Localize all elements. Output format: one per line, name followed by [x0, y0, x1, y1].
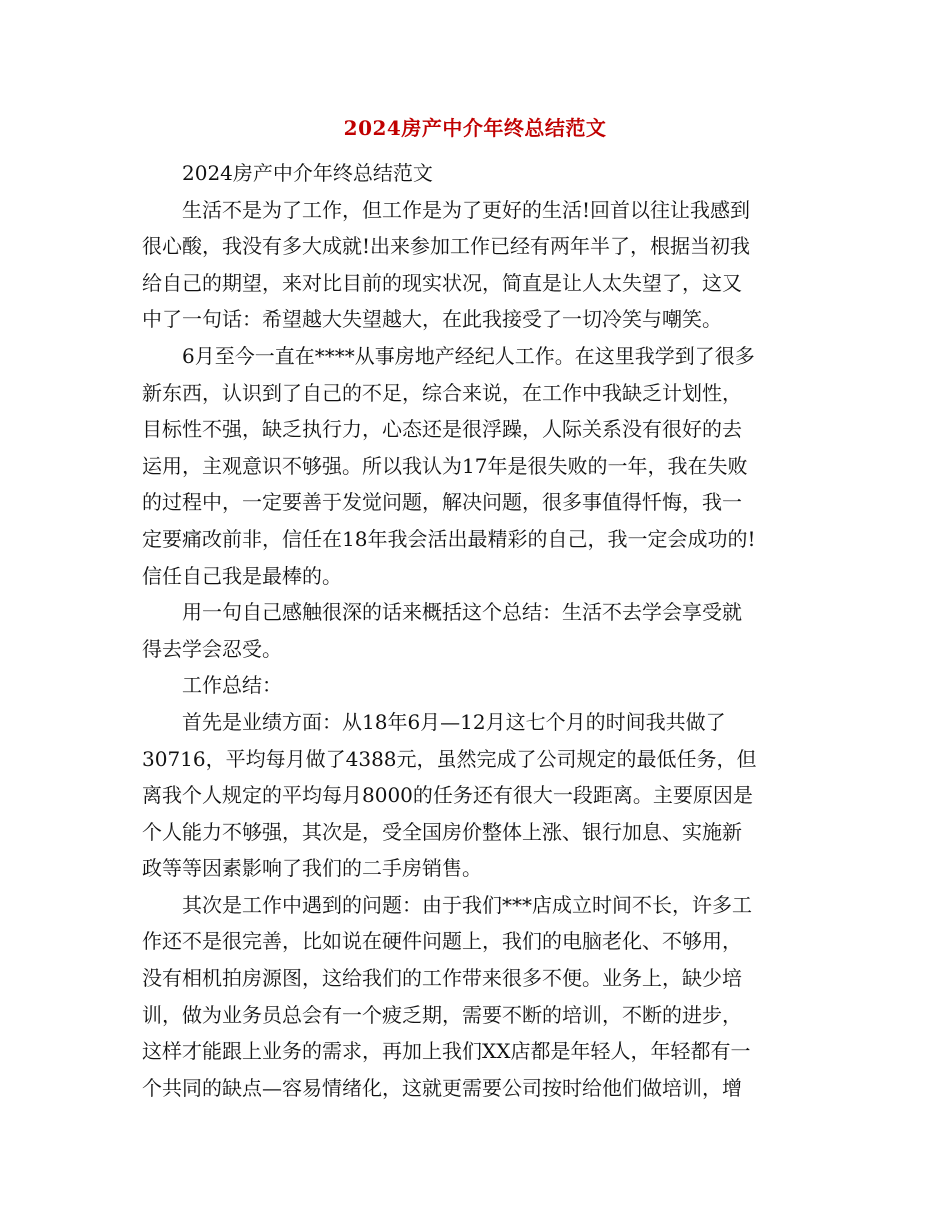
paragraph-intro [142, 192, 802, 338]
text-line: 很心酸，我没有多大成就!出来参加工作已经有两年半了，根据当初我 [142, 234, 751, 259]
text-line: 用一句自己感触很深的话来概括这个总结：生活不去学会享受就 [182, 600, 742, 625]
text-line: 给自己的期望，来对比目前的现实状况，简直是让人太失望了，这又 [142, 270, 742, 295]
text-line: 目标性不强，缺乏执行力，心态还是很浮躁，人际关系没有很好的去 [142, 417, 742, 442]
text-line: 首先是业绩方面：从18年6月—12月这七个月的时间我共做了 [182, 709, 726, 734]
text-line: 30716，平均每月做了4388元，虽然完成了公司规定的最低任务，但 [142, 746, 757, 771]
text-line: 政等等因素影响了我们的二手房销售。 [142, 856, 482, 881]
paragraph-experience [142, 338, 802, 594]
paragraph-performance [142, 704, 802, 887]
text-line: 工作总结： [182, 673, 282, 698]
document-title: 2024房产中介年终总结范文 [343, 116, 607, 140]
text-line: 这样才能跟上业务的需求，再加上我们XX店都是年轻人，年轻都有一 [142, 1039, 751, 1064]
text-line: 新东西，认识到了自己的不足，综合来说，在工作中我缺乏计划性， [142, 380, 742, 405]
paragraph-work-summary-heading [142, 667, 802, 704]
text-line: 其次是工作中遇到的问题：由于我们***店成立时间不长，许多工 [182, 892, 752, 917]
text-line: 定要痛改前非，信任在18年我会活出最精彩的自己，我一定会成功的! [142, 526, 756, 551]
text-line: 作还不是很完善，比如说在硬件问题上，我们的电脑老化、不够用， [142, 929, 742, 954]
document-body [142, 155, 802, 1106]
text-line: 个共同的缺点—容易情绪化，这就更需要公司按时给他们做培训，增 [142, 1075, 742, 1100]
text-line: 没有相机拍房源图，这给我们的工作带来很多不便。业务上，缺少培 [142, 966, 742, 991]
text-line: 的过程中，一定要善于发觉问题，解决问题，很多事值得忏悔，我一 [142, 490, 742, 515]
text-line: 6月至今一直在****从事房地产经纪人工作。在这里我学到了很多 [182, 343, 755, 368]
text-line: 运用，主观意识不够强。所以我认为17年是很失败的一年，我在失败 [142, 453, 748, 478]
text-line: 得去学会忍受。 [142, 636, 282, 661]
paragraph-subtitle [142, 155, 802, 192]
text-line: 2024房产中介年终总结范文 [182, 161, 433, 185]
text-line: 中了一句话：希望越大失望越大，在此我接受了一切冷笑与嘲笑。 [142, 307, 722, 332]
text-line: 训，做为业务员总会有一个疲乏期，需要不断的培训，不断的进步， [142, 1002, 742, 1027]
text-line: 信任自己我是最棒的。 [142, 563, 342, 588]
paragraph-problems [142, 887, 802, 1107]
text-line: 生活不是为了工作，但工作是为了更好的生活!回首以往让我感到 [182, 197, 751, 222]
text-line: 离我个人规定的平均每月8000的任务还有很大一段距离。主要原因是 [142, 783, 753, 808]
paragraph-summary-quote [142, 594, 802, 667]
text-line: 个人能力不够强，其次是，受全国房价整体上涨、银行加息、实施新 [142, 819, 742, 844]
